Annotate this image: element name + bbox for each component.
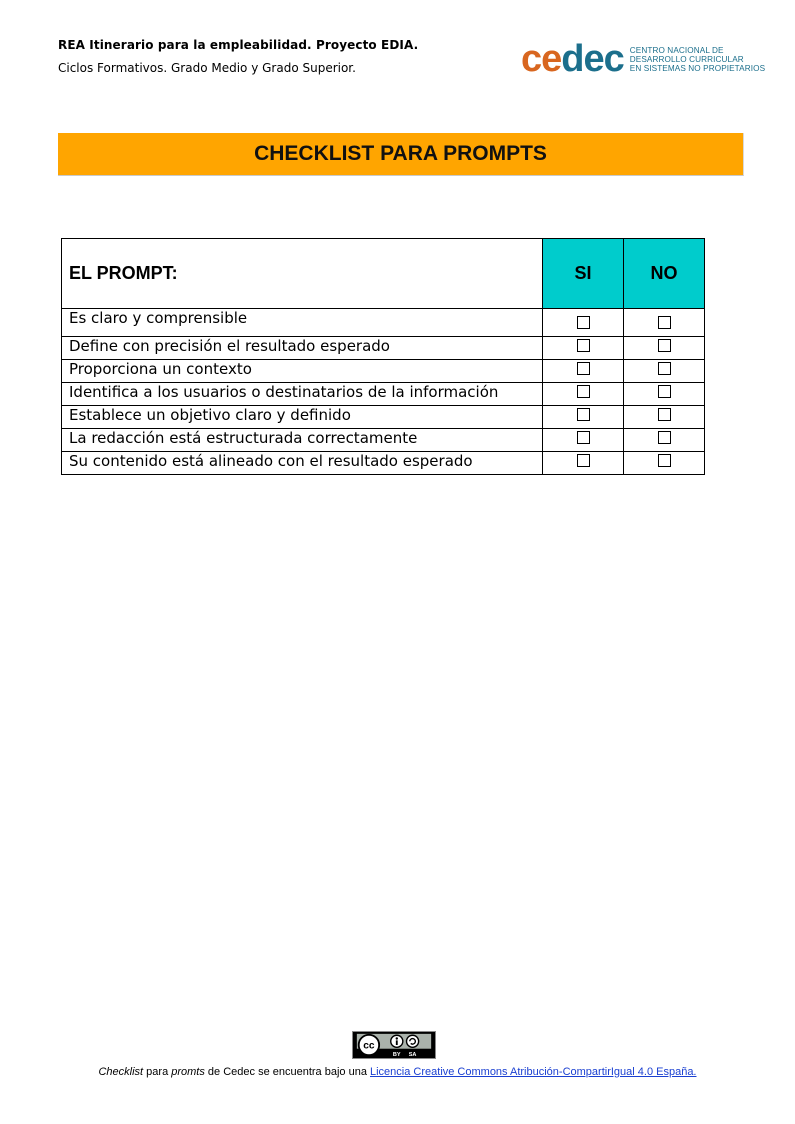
checkbox-yes[interactable]: [577, 362, 590, 375]
header-subtitle: Ciclos Formativos. Grado Medio y Grado Superior.: [58, 61, 356, 75]
sa-label: SA: [408, 1052, 417, 1059]
checkbox-yes[interactable]: [577, 385, 590, 398]
logo-word-part2: dec: [561, 38, 624, 80]
checkbox-yes[interactable]: [577, 339, 590, 352]
column-header-prompt: EL PROMPT:: [62, 239, 543, 309]
criterion-label: Es claro y comprensible: [62, 309, 543, 337]
table-row: [62, 452, 705, 475]
table-row: [62, 337, 705, 360]
license-link[interactable]: Licencia Creative Commons Atribución-CompartirIgual 4.0 España.: [370, 1066, 697, 1078]
criterion-label: Proporciona un contexto: [62, 360, 543, 383]
checkbox-no[interactable]: [658, 385, 671, 398]
by-label: BY: [392, 1052, 401, 1059]
checkbox-no[interactable]: [658, 454, 671, 467]
checklist-table: [61, 238, 705, 475]
title-band: [58, 133, 744, 176]
checkbox-no[interactable]: [658, 316, 671, 329]
table-row: [62, 309, 705, 337]
footer-text: para: [143, 1066, 172, 1078]
logo-word-part1: ce: [521, 38, 562, 80]
logo-tagline-line: DESARROLLO CURRICULAR: [629, 54, 744, 64]
checkbox-no[interactable]: [658, 362, 671, 375]
footer-text: de Cedec se encuentra bajo una: [204, 1066, 370, 1078]
table-row: [62, 360, 705, 383]
table-row: [62, 429, 705, 452]
checkbox-yes[interactable]: [577, 408, 590, 421]
column-header-no: NO: [624, 239, 705, 309]
column-header-yes: SI: [543, 239, 624, 309]
checkbox-no[interactable]: [658, 431, 671, 444]
logo-wordmark: [521, 40, 624, 78]
document-header: [58, 38, 418, 75]
table-row: [62, 383, 705, 406]
criterion-label: Su contenido está alineado con el resultado esperado: [62, 452, 543, 475]
cc-license-badge[interactable]: [352, 1031, 436, 1059]
logo-tagline-line: CENTRO NACIONAL DE: [629, 45, 724, 55]
criterion-label: Identifica a los usuarios o destinatarios de la información: [62, 383, 543, 406]
cedec-logo: [521, 40, 765, 78]
table-header-row: [62, 239, 705, 309]
cc-icon-text: cc: [363, 1040, 375, 1052]
checkbox-no[interactable]: [658, 408, 671, 421]
license-footer: [0, 1066, 795, 1078]
logo-tagline: [630, 46, 765, 73]
criterion-label: Define con precisión el resultado esperado: [62, 337, 543, 360]
logo-tagline-line: EN SISTEMAS NO PROPIETARIOS: [629, 63, 766, 73]
checkbox-yes[interactable]: [577, 316, 590, 329]
header-title: REA Itinerario para la empleabilidad. Proyecto EDIA.: [58, 38, 419, 52]
share-alike-icon: [407, 1035, 419, 1047]
footer-italic-checklist: Checklist: [98, 1066, 144, 1078]
criterion-label: La redacción está estructurada correctamente: [62, 429, 543, 452]
table-row: [62, 406, 705, 429]
criterion-label: Establece un objetivo claro y definido: [62, 406, 543, 429]
checkbox-yes[interactable]: [577, 454, 590, 467]
checkbox-no[interactable]: [658, 339, 671, 352]
page-title: CHECKLIST PARA PROMPTS: [254, 142, 547, 165]
checkbox-yes[interactable]: [577, 431, 590, 444]
footer-italic-promts: promts: [171, 1066, 205, 1078]
